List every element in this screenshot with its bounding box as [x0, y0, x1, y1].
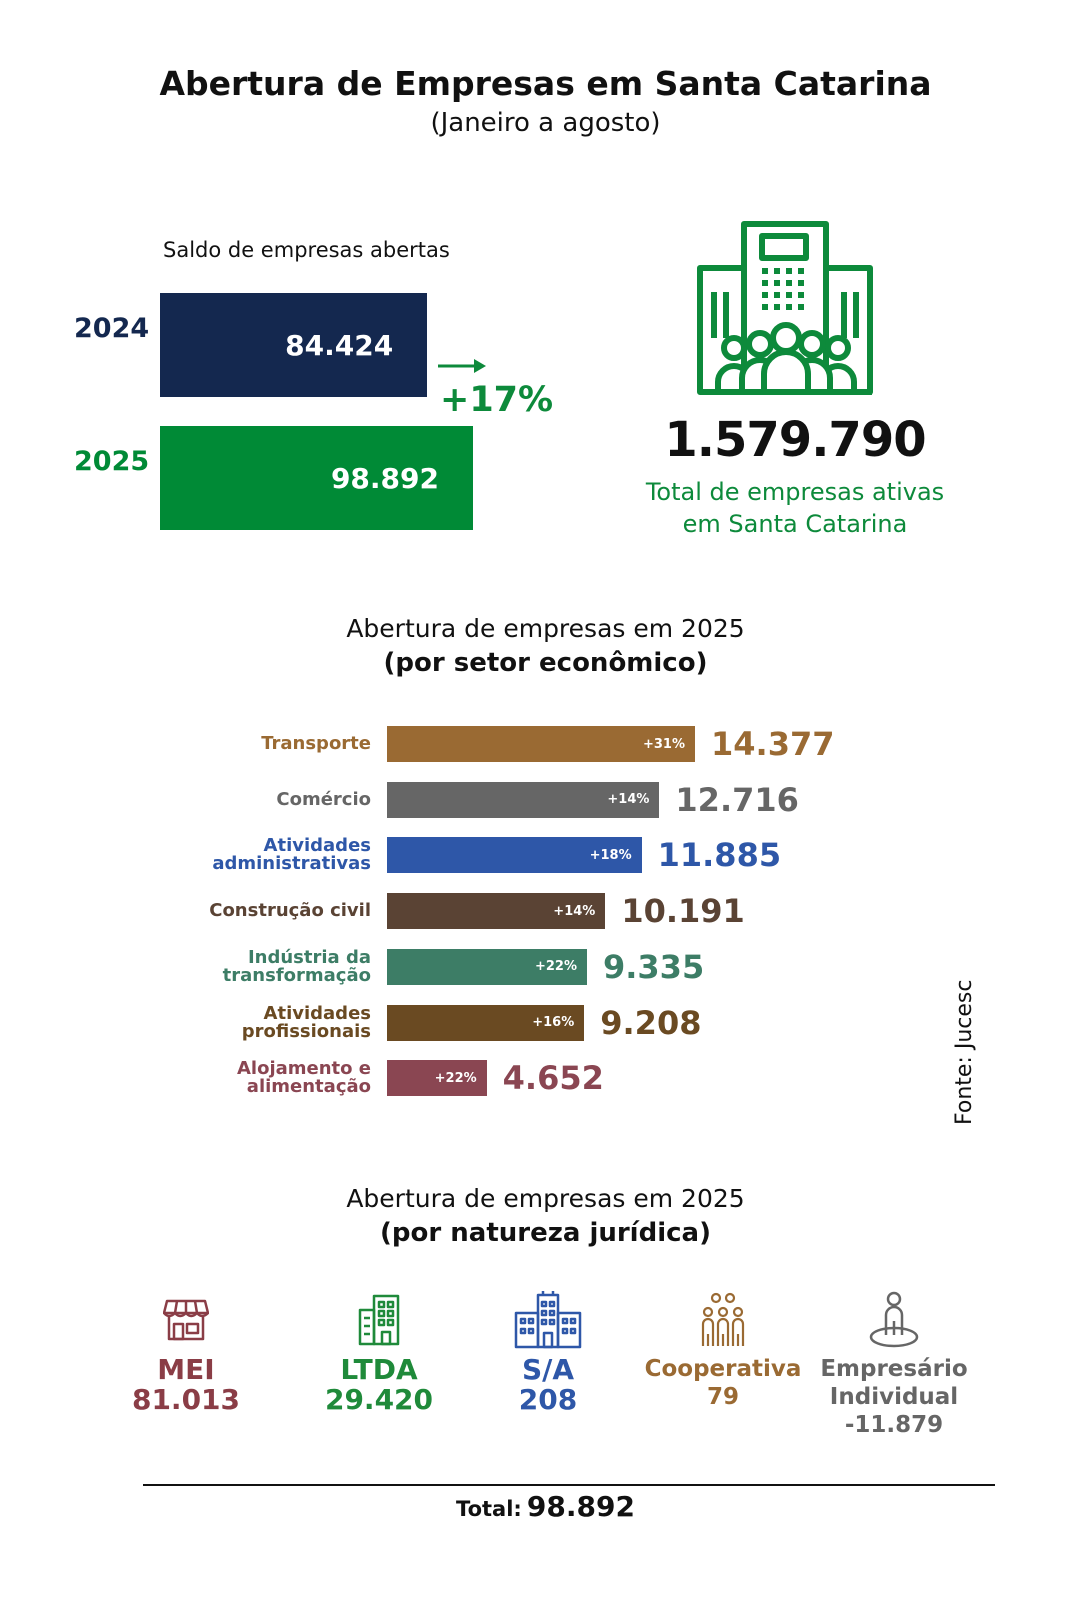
sector-growth-label: +14%: [553, 903, 596, 919]
sector-label: [151, 1002, 371, 1042]
office-building-icon: [289, 1285, 469, 1355]
year-label-2025: 2025: [74, 446, 150, 477]
nature-name-empresario-line2: Individual: [829, 1384, 959, 1410]
sector-label-line: alimentação: [246, 1076, 371, 1098]
sector-growth-label: +16%: [532, 1015, 575, 1030]
page-subtitle: (Janeiro a agosto): [430, 108, 661, 138]
nature-name-sa: S/A: [521, 1353, 575, 1386]
sector-growth-label: +18%: [589, 847, 632, 863]
footer-total-label: Total:: [456, 1497, 522, 1521]
total-active-label-line1: Total de empresas ativas: [645, 478, 945, 506]
sector-label-line: Atividades: [263, 835, 371, 857]
sector-value-label: 9.335: [602, 947, 705, 986]
saldo-chart-title: Saldo de empresas abertas: [163, 238, 450, 262]
source-label: Fonte: Jucesc: [952, 979, 977, 1125]
sector-bar: [387, 1005, 584, 1041]
nature-item-empresario: [804, 1285, 984, 1439]
nature-name-ltda: LTDA: [340, 1353, 418, 1386]
corporate-buildings-icon: [458, 1285, 638, 1355]
sector-label: [151, 726, 371, 762]
sector-label: [151, 946, 371, 986]
nature-name-mei: MEI: [157, 1353, 215, 1386]
nature-value-empresario: -11.879: [844, 1412, 944, 1438]
sector-value-label: 14.377: [711, 725, 835, 763]
sector-label: [151, 837, 371, 873]
nature-name-empresario-line1: Empresário: [820, 1356, 968, 1382]
nature-item-cooperativa: [633, 1285, 813, 1411]
sector-value-label: 9.208: [600, 1003, 702, 1042]
sector-label-line: transformação: [222, 964, 371, 986]
page-title: Abertura de Empresas em Santa Catarina: [159, 64, 932, 103]
sector-label: [151, 1060, 371, 1096]
nature-item-sa: [458, 1285, 638, 1415]
nature-item-ltda: [289, 1285, 469, 1415]
nature-item-mei: [96, 1285, 276, 1415]
nature-section-title: Abertura de empresas em 2025: [346, 1184, 745, 1213]
saldo-value-2024: 84.424: [285, 328, 394, 362]
sector-growth-label: +22%: [534, 959, 577, 975]
sector-bar: [387, 949, 587, 985]
sector-bar: [387, 837, 642, 873]
nature-name-cooperativa: Cooperativa: [644, 1356, 802, 1382]
sector-growth-label: +14%: [607, 792, 650, 808]
nature-value-ltda: 29.420: [324, 1383, 434, 1416]
sector-label-line: Atividades: [263, 1002, 371, 1024]
total-active-value: 1.579.790: [664, 412, 926, 468]
sector-label-line: Indústria da: [247, 946, 371, 968]
footer-divider: [143, 1484, 995, 1486]
nature-value-cooperativa: 79: [706, 1384, 739, 1410]
growth-label: +17%: [440, 380, 554, 420]
sector-bar: [387, 1060, 487, 1096]
sector-growth-label: +22%: [434, 1070, 477, 1086]
footer-total: [0, 1490, 1091, 1523]
nature-section-subtitle: (por natureza jurídica): [380, 1218, 711, 1248]
sector-label-line: Construção civil: [209, 900, 371, 922]
store-icon: [96, 1285, 276, 1355]
nature-name-empresario: [804, 1355, 984, 1411]
sector-growth-label: +31%: [642, 736, 685, 752]
sector-label-line: Alojamento e: [236, 1058, 371, 1080]
sector-value-label: 4.652: [502, 1059, 604, 1098]
sector-label-line: administrativas: [212, 853, 371, 875]
sector-label: [151, 893, 371, 929]
sector-label-line: Comércio: [276, 788, 371, 810]
person-location-icon: [804, 1285, 984, 1355]
total-active-label: [600, 476, 990, 540]
sector-bar: [387, 893, 605, 929]
sector-section-title: Abertura de empresas em 2025: [346, 614, 745, 643]
sector-bar: [387, 726, 695, 762]
saldo-bar-2024: [160, 293, 427, 397]
sector-label-line: Transporte: [261, 733, 371, 754]
saldo-bar-2025: [160, 426, 473, 530]
arrow-right-icon: [436, 356, 488, 376]
sector-label-line: profissionais: [241, 1020, 371, 1042]
year-label-2024: 2024: [74, 313, 150, 344]
saldo-value-2025: 98.892: [330, 461, 439, 495]
nature-value-sa: 208: [518, 1383, 578, 1416]
sector-value-label: 11.885: [657, 836, 782, 875]
buildings-people-icon: [696, 220, 876, 398]
sector-bar: [387, 782, 659, 818]
sector-value-label: 10.191: [621, 892, 745, 931]
nature-value-mei: 81.013: [131, 1383, 241, 1416]
total-active-label-line2: em Santa Catarina: [682, 510, 908, 538]
footer-total-value: 98.892: [526, 1490, 635, 1523]
sector-section-subtitle: (por setor econômico): [383, 648, 708, 678]
sector-label: [151, 782, 371, 818]
sector-value-label: 12.716: [675, 780, 799, 819]
people-group-icon: [633, 1285, 813, 1355]
